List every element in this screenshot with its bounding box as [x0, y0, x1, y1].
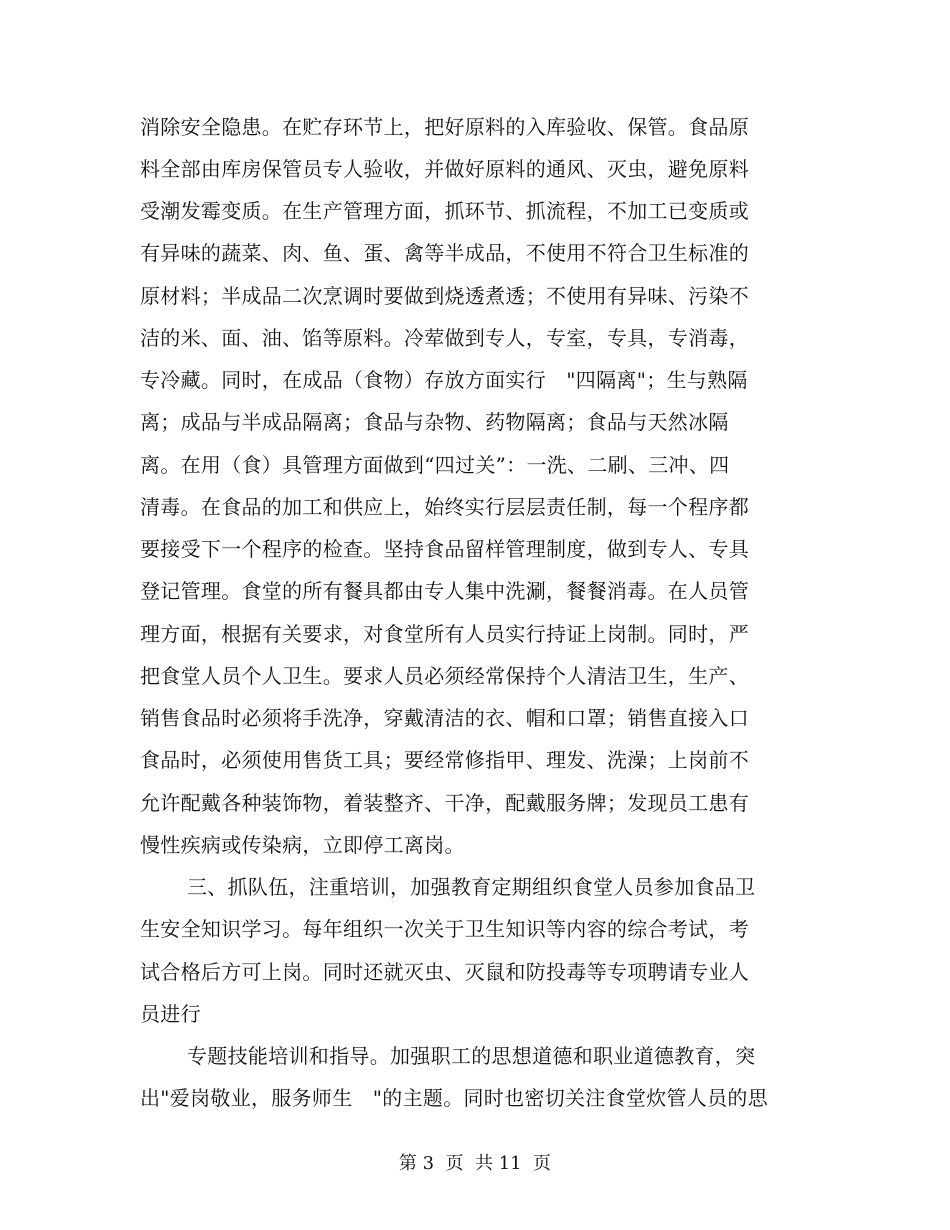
- text-line: 试合格后方可上岗。同时还就灭虫、灭鼠和防投毒等专项聘请专业人: [140, 960, 749, 984]
- text-line: 料全部由库房保管员专人验收，并做好原料的通风、灭虫，避免原料: [140, 157, 749, 181]
- page-number-footer: 第 3 页 共 11 页: [398, 1153, 552, 1174]
- text-line: 员进行: [140, 1002, 201, 1026]
- text-line: 受潮发霉变质。在生产管理方面，抓环节、抓流程，不加工已变质或: [140, 199, 749, 223]
- text-line: 消除安全隐患。在贮存环节上，把好原料的入库验收、保管。食品原: [140, 115, 749, 139]
- text-line: 允许配戴各种装饰物，着装整齐、干净，配戴服务牌；发现员工患有: [140, 791, 749, 815]
- text-line: 有异味的蔬菜、肉、鱼、蛋、禽等半成品，不使用不符合卫生标准的: [140, 241, 749, 265]
- text-line: 清毒。在食品的加工和供应上，始终实行层层责任制，每一个程序都: [140, 495, 749, 519]
- text-line: 食品时，必须使用售货工具；要经常修指甲、理发、洗澡；上岗前不: [140, 748, 749, 772]
- text-line: 慢性疾病或传染病，立即停工离岗。: [140, 833, 465, 857]
- text-line: 专冷藏。同时，在成品（食物）存放方面实行 "四隔离"；生与熟隔: [140, 368, 748, 392]
- text-line: 原材料；半成品二次烹调时要做到烧透煮透；不使用有异味、污染不: [140, 284, 749, 308]
- text-line: 理方面，根据有关要求，对食堂所有人员实行持证上岗制。同时，严: [140, 622, 749, 646]
- text-line: 离。在用（食）具管理方面做到“四过关”：一洗、二刷、三冲、四: [140, 453, 730, 477]
- text-line: 把食堂人员个人卫生。要求人员必须经常保持个人清洁卫生，生产、: [140, 664, 749, 688]
- text-line: 要接受下一个程序的检查。坚持食品留样管理制度，做到专人、专具: [140, 537, 749, 561]
- text-line: 登记管理。食堂的所有餐具都由专人集中洗涮，餐餐消毒。在人员管: [140, 579, 749, 603]
- text-line: 销售食品时必须将手洗净，穿戴清洁的衣、帽和口罩；销售直接入口: [140, 706, 749, 730]
- paragraph-start-line: 专题技能培训和指导。加强职工的思想道德和职业道德教育，突: [187, 1044, 756, 1068]
- text-line: 离；成品与半成品隔离；食品与杂物、药物隔离；食品与天然冰隔: [140, 410, 729, 434]
- text-line: 洁的米、面、油、馅等原料。冷荤做到专人，专室，专具，专消毒，: [140, 326, 749, 350]
- paragraph-start-line: 三、抓队伍，注重培训，加强教育定期组织食堂人员参加食品卫: [187, 875, 756, 899]
- text-line: 生安全知识学习。每年组织一次关于卫生知识等内容的综合考试，考: [140, 917, 749, 941]
- text-line: 出"爱岗敬业，服务师生 "的主题。同时也密切关注食堂炊管人员的思: [140, 1086, 768, 1110]
